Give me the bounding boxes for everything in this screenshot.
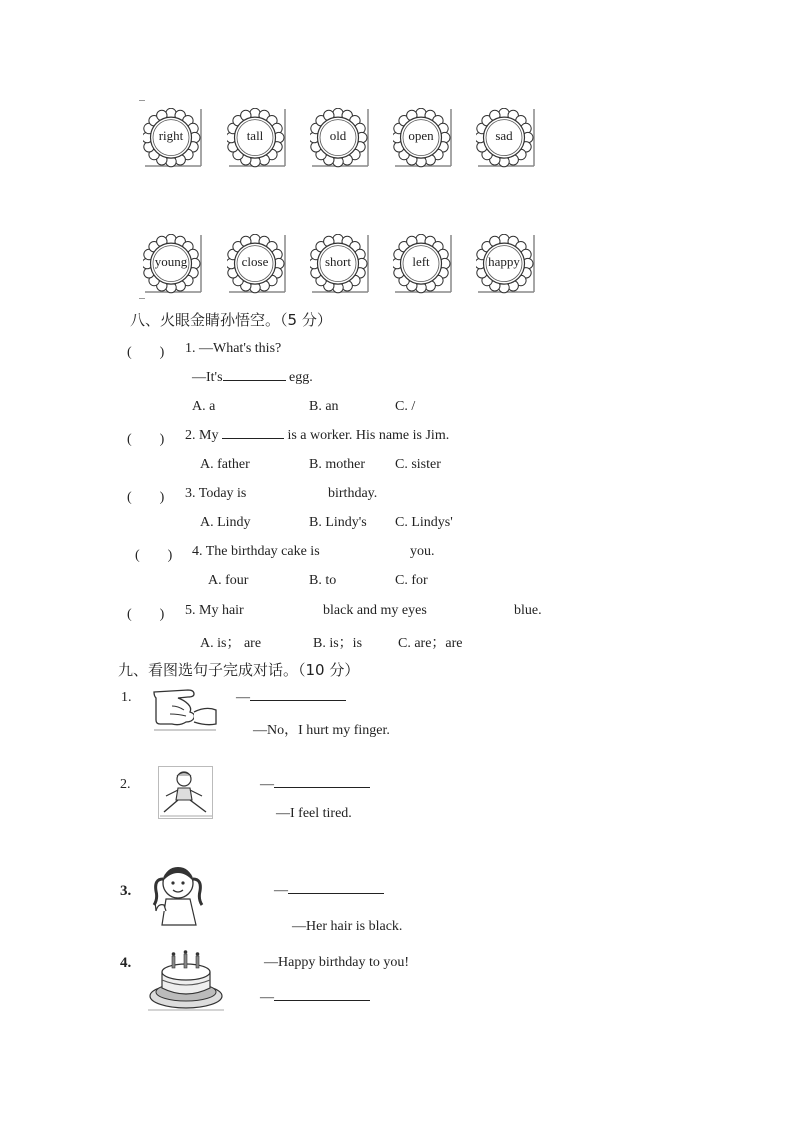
- dialog-4-number: 4.: [120, 955, 132, 971]
- word-card-label: left: [412, 254, 430, 269]
- q3-option-a: A. Lindy: [200, 515, 251, 530]
- dialog-4-dash: —: [260, 990, 274, 1005]
- answer-blank[interactable]: [250, 700, 346, 701]
- q2-option-a: A. father: [200, 457, 250, 472]
- word-card-label: tall: [246, 128, 264, 143]
- dialog-1-number: 1.: [121, 690, 132, 705]
- word-card: [310, 234, 370, 294]
- dialog-3-reply: —Her hair is black.: [292, 919, 403, 934]
- dialog-3-number: 3.: [120, 883, 132, 899]
- answer-blank[interactable]: [288, 893, 384, 894]
- q3-option-b: B. Lindy's: [309, 515, 367, 530]
- question-3-start: 3. Today is: [185, 486, 247, 501]
- q1-option-c: C. /: [395, 399, 416, 414]
- q5-option-c: C. are；are: [398, 636, 463, 651]
- question-4-end: you.: [410, 544, 435, 559]
- corner-mark: [139, 298, 145, 299]
- word-card: [227, 108, 287, 168]
- dialog-4-line1: —Happy birthday to you!: [264, 955, 410, 970]
- dialog-3-dash: —: [274, 883, 288, 898]
- q1-option-b: B. an: [309, 399, 339, 414]
- birthday-cake-icon: [148, 950, 226, 1012]
- word-card: [393, 108, 453, 168]
- word-card: [476, 234, 536, 294]
- answer-paren-q3[interactable]: ( ): [127, 490, 165, 505]
- girl-icon: [146, 859, 210, 927]
- dialog-2-question: [260, 777, 370, 793]
- word-card-label: old: [329, 128, 347, 143]
- section-9-heading: 九、看图选句子完成对话。（10 分）: [118, 661, 360, 679]
- question-1-stem: 1. —What's this?: [185, 341, 282, 356]
- word-card-label: open: [408, 128, 434, 143]
- answer-blank[interactable]: [274, 1000, 370, 1001]
- question-2-end: is a worker. His name is Jim.: [287, 428, 450, 443]
- word-card: [143, 234, 203, 294]
- word-card: [310, 108, 370, 168]
- word-card-label: right: [158, 128, 184, 143]
- word-card-label: young: [154, 254, 188, 269]
- dialog-3-question: [274, 883, 384, 899]
- question-1-line2: [192, 370, 313, 386]
- tired-child-icon: [158, 766, 214, 820]
- word-card-label: close: [241, 254, 269, 269]
- q1-option-a: A. a: [192, 399, 216, 414]
- corner-mark: [139, 100, 145, 101]
- q5-option-b: B. is；is: [313, 636, 363, 651]
- word-card-label: short: [325, 254, 351, 269]
- q4-option-a: A. four: [208, 573, 249, 588]
- q4-option-c: C. for: [395, 573, 428, 588]
- answer-blank[interactable]: [274, 787, 370, 788]
- question-2-start: 2. My: [185, 428, 219, 443]
- word-card: [143, 108, 203, 168]
- question-5-end: blue.: [514, 603, 542, 618]
- q4-option-b: B. to: [309, 573, 337, 588]
- word-card: [393, 234, 453, 294]
- dialog-1-dash: —: [236, 690, 250, 705]
- answer-paren-q4[interactable]: ( ): [135, 548, 173, 563]
- word-card: [476, 108, 536, 168]
- question-2-stem: [185, 428, 449, 444]
- question-5-middle: black and my eyes: [323, 603, 427, 618]
- question-1-line2-start: —It's: [192, 370, 223, 385]
- q2-option-c: C. sister: [395, 457, 441, 472]
- question-1-line2-end: egg.: [289, 370, 313, 385]
- q5-option-a: A. is； are: [200, 636, 262, 651]
- word-card: [227, 234, 287, 294]
- answer-blank[interactable]: [223, 380, 286, 381]
- question-3-end: birthday.: [328, 486, 378, 501]
- answer-paren-q5[interactable]: ( ): [127, 607, 165, 622]
- dialog-2-reply: —I feel tired.: [276, 806, 352, 821]
- word-card-label: happy: [488, 254, 520, 269]
- answer-paren-q1[interactable]: ( ): [127, 345, 165, 360]
- dialog-4-answer: [260, 990, 370, 1006]
- question-4-start: 4. The birthday cake is: [192, 544, 320, 559]
- dialog-2-number: 2.: [120, 777, 131, 792]
- q2-option-b: B. mother: [309, 457, 365, 472]
- question-5-start: 5. My hair: [185, 603, 244, 618]
- dialog-1-reply: —No，I hurt my finger.: [253, 723, 390, 738]
- section-8-heading: 八、火眼金睛孙悟空。（5 分）: [130, 311, 332, 329]
- dialog-2-dash: —: [260, 777, 274, 792]
- dialog-1-question: [236, 690, 346, 706]
- word-card-label: sad: [495, 128, 513, 143]
- q3-option-c: C. Lindys': [395, 515, 453, 530]
- answer-blank[interactable]: [222, 438, 284, 439]
- answer-paren-q2[interactable]: ( ): [127, 432, 165, 447]
- pointing-hand-icon: [150, 684, 220, 732]
